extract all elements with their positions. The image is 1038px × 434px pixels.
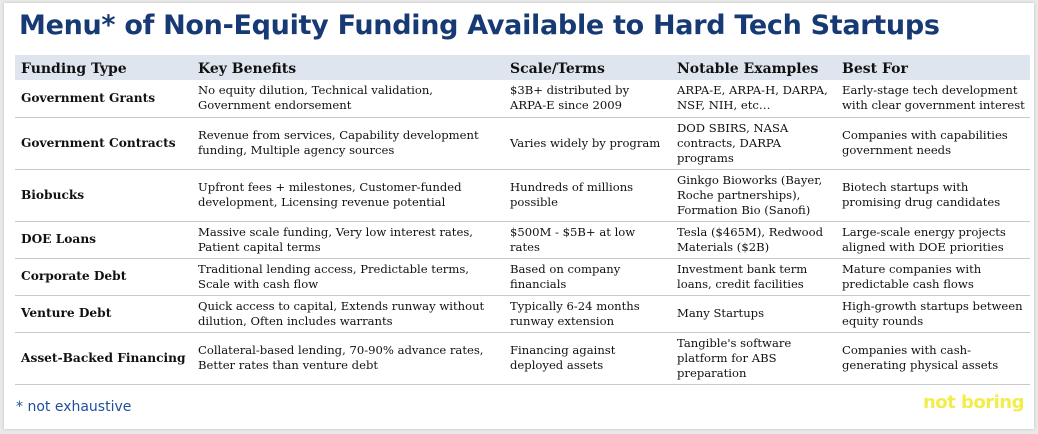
cell-scale-terms: Varies widely by program: [504, 117, 671, 169]
cell-funding-type: Government Contracts: [15, 117, 192, 169]
card: [4, 3, 1034, 429]
cell-scale-terms: Based on company financials: [504, 258, 671, 295]
cell-notable-examples: Tesla ($465M), Redwood Materials ($2B): [671, 221, 836, 258]
cell-notable-examples: DOD SBIRS, NASA contracts, DARPA programs: [671, 117, 836, 169]
cell-scale-terms: Hundreds of millions possible: [504, 169, 671, 221]
cell-funding-type: Venture Debt: [15, 295, 192, 332]
table-row: [15, 295, 1030, 332]
cell-best-for: Companies with capabilities government needs: [836, 117, 1030, 169]
header-key-benefits: Key Benefits: [198, 61, 297, 77]
cell-best-for: High-growth startups between equity rounds: [836, 295, 1030, 332]
cell-best-for: Mature companies with predictable cash flows: [836, 258, 1030, 295]
cell-scale-terms: $3B+ distributed by ARPA-E since 2009: [504, 80, 671, 117]
cell-key-benefits: Upfront fees + milestones, Customer-funded development, Licensing revenue potential: [192, 169, 504, 221]
header-funding-type: Funding Type: [21, 61, 127, 77]
cell-funding-type: Biobucks: [15, 169, 192, 221]
table-row: [15, 117, 1030, 169]
cell-funding-type: Asset-Backed Financing: [15, 332, 192, 384]
cell-notable-examples: Tangible's software platform for ABS preparation: [671, 332, 836, 384]
cell-scale-terms: Financing against deployed assets: [504, 332, 671, 384]
cell-scale-terms: $500M - $5B+ at low rates: [504, 221, 671, 258]
cell-notable-examples: Investment bank term loans, credit facilities: [671, 258, 836, 295]
page-title: Menu* of Non-Equity Funding Available to Hard Tech Startups: [19, 10, 940, 41]
table-row: [15, 80, 1030, 117]
header-scale-terms: Scale/Terms: [510, 61, 605, 77]
header-best-for: Best For: [842, 61, 908, 77]
table-row: [15, 169, 1030, 221]
cell-scale-terms: Typically 6-24 months runway extension: [504, 295, 671, 332]
cell-notable-examples: ARPA-E, ARPA-H, DARPA, NSF, NIH, etc…: [671, 80, 836, 117]
funding-table: [15, 55, 1030, 385]
brand-logo: not boring: [922, 392, 1024, 413]
footnote: * not exhaustive: [16, 399, 132, 415]
cell-key-benefits: Revenue from services, Capability development funding, Multiple agency sources: [192, 117, 504, 169]
cell-best-for: Companies with cash-generating physical assets: [836, 332, 1030, 384]
cell-notable-examples: Ginkgo Bioworks (Bayer, Roche partnerships), Formation Bio (Sanofi): [671, 169, 836, 221]
cell-best-for: Large-scale energy projects aligned with DOE priorities: [836, 221, 1030, 258]
table-row: [15, 221, 1030, 258]
cell-notable-examples: Many Startups: [671, 295, 836, 332]
table-row: [15, 258, 1030, 295]
cell-key-benefits: Quick access to capital, Extends runway without dilution, Often includes warrants: [192, 295, 504, 332]
cell-key-benefits: No equity dilution, Technical validation, Government endorsement: [192, 80, 504, 117]
cell-funding-type: Government Grants: [15, 80, 192, 117]
cell-key-benefits: Traditional lending access, Predictable terms, Scale with cash flow: [192, 258, 504, 295]
table-header-row: [15, 55, 1030, 80]
cell-key-benefits: Massive scale funding, Very low interest rates, Patient capital terms: [192, 221, 504, 258]
cell-funding-type: Corporate Debt: [15, 258, 192, 295]
header-notable-examples: Notable Examples: [677, 61, 819, 77]
cell-best-for: Early-stage tech development with clear government interest: [836, 80, 1030, 117]
cell-key-benefits: Collateral-based lending, 70-90% advance rates, Better rates than venture debt: [192, 332, 504, 384]
table-row: [15, 332, 1030, 384]
cell-funding-type: DOE Loans: [15, 221, 192, 258]
cell-best-for: Biotech startups with promising drug candidates: [836, 169, 1030, 221]
